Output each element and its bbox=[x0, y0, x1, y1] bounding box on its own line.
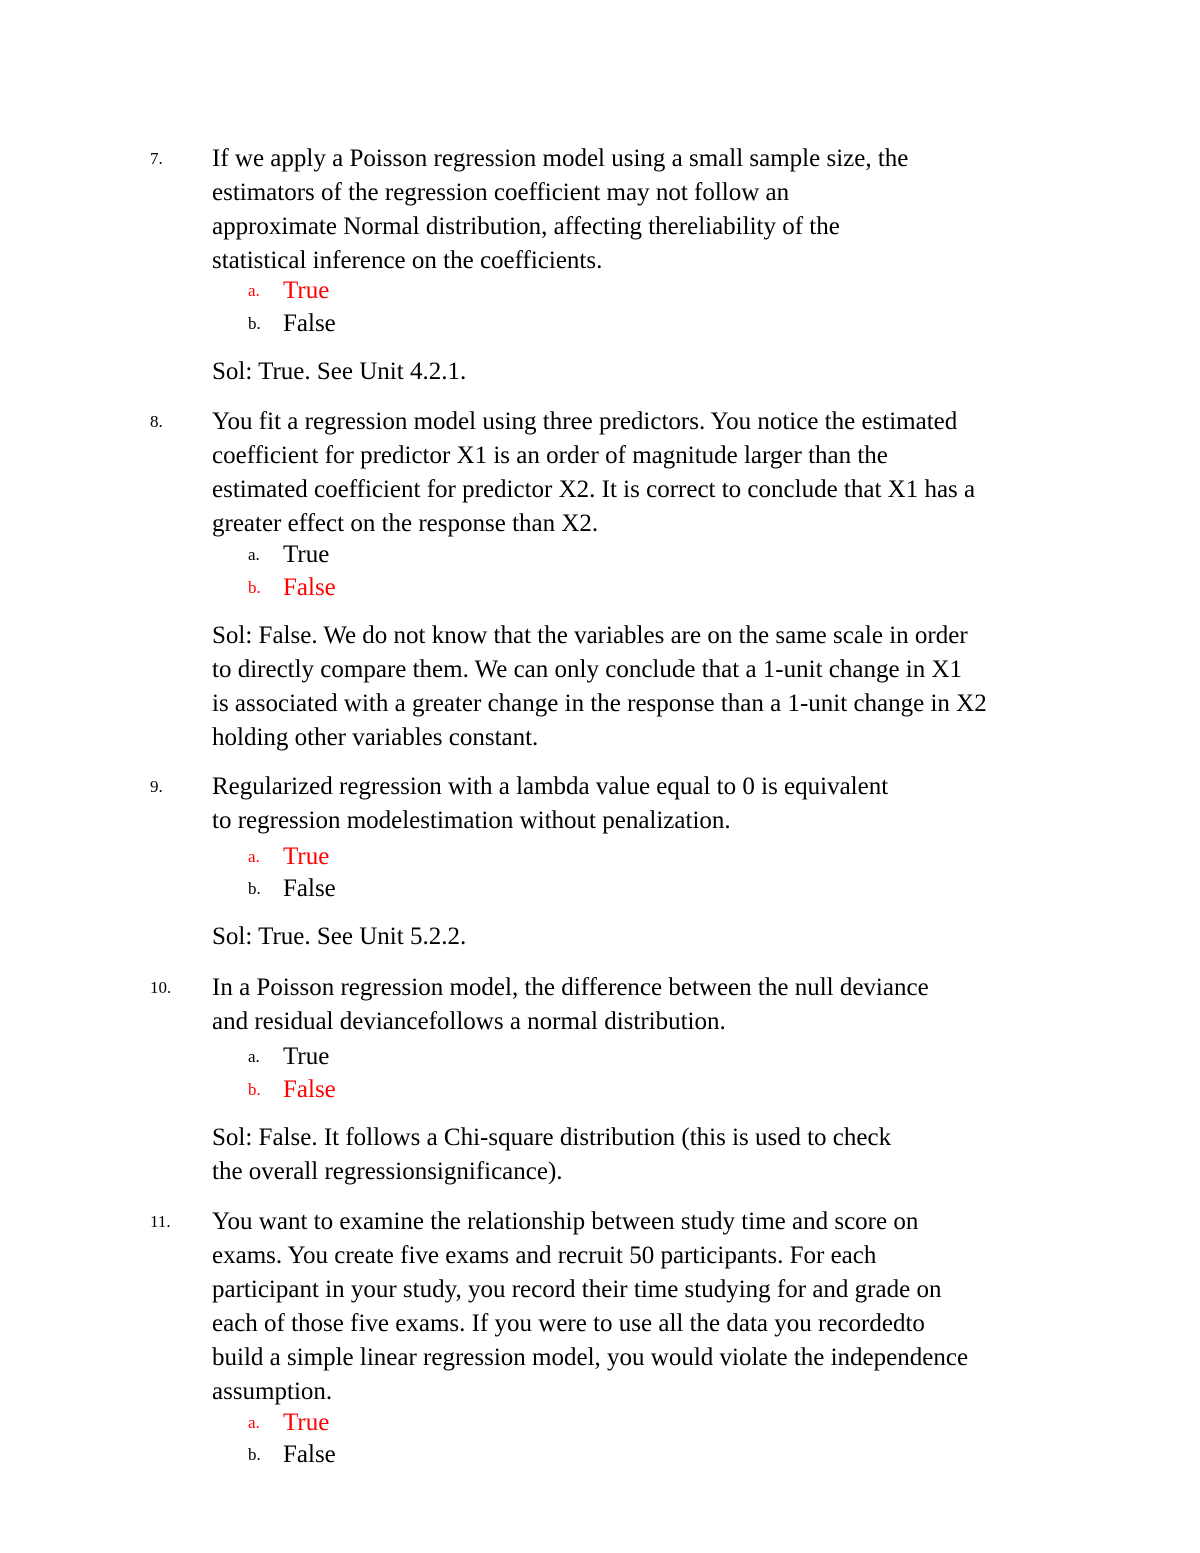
option-true-correct: True bbox=[283, 843, 330, 870]
question-text-line: If we apply a Poisson regression model using a small sample size, the bbox=[212, 145, 909, 172]
solution-line: is associated with a greater change in the response than a 1-unit change in X2 bbox=[212, 690, 987, 717]
question-text-line: In a Poisson regression model, the difference between the null deviance bbox=[212, 974, 929, 1001]
question-text-line: You want to examine the relationship between study time and score on bbox=[212, 1208, 919, 1235]
question-text-line: assumption. bbox=[212, 1378, 333, 1405]
question-text-line: exams. You create five exams and recruit 50 participants. For each bbox=[212, 1242, 877, 1269]
solution-line: Sol: True. See Unit 4.2.1. bbox=[212, 358, 467, 385]
question-text-line: estimators of the regression coefficient may not follow an bbox=[212, 179, 790, 206]
option-true: True bbox=[283, 1043, 330, 1070]
option-letter: a. bbox=[248, 847, 260, 866]
option-letter: b. bbox=[248, 1080, 261, 1099]
question-text-line: participant in your study, you record their time studying for and grade on bbox=[212, 1276, 942, 1303]
option-letter: b. bbox=[248, 879, 261, 898]
question-text-line: coefficient for predictor X1 is an order of magnitude larger than the bbox=[212, 442, 888, 469]
question-text-line: approximate Normal distribution, affecting thereliability of the bbox=[212, 213, 840, 240]
question-text-line: You fit a regression model using three predictors. You notice the estimated bbox=[212, 408, 958, 435]
question-text-line: greater effect on the response than X2. bbox=[212, 510, 599, 537]
option-true-correct: True bbox=[283, 277, 330, 304]
option-false: False bbox=[283, 310, 336, 337]
option-letter: b. bbox=[248, 314, 261, 333]
question-text-line: each of those five exams. If you were to use all the data you recordedto bbox=[212, 1310, 925, 1337]
option-false: False bbox=[283, 875, 336, 902]
solution-line: Sol: False. It follows a Chi-square distribution (this is used to check bbox=[212, 1124, 892, 1151]
solution-line: Sol: False. We do not know that the variables are on the same scale in order bbox=[212, 622, 968, 649]
question-number: 11. bbox=[150, 1212, 171, 1231]
solution-line: holding other variables constant. bbox=[212, 724, 539, 751]
option-letter: a. bbox=[248, 545, 260, 564]
option-letter: a. bbox=[248, 1413, 260, 1432]
question-number: 10. bbox=[150, 978, 172, 997]
question-text-line: statistical inference on the coefficients. bbox=[212, 247, 603, 274]
solution-line: to directly compare them. We can only conclude that a 1-unit change in X1 bbox=[212, 656, 963, 683]
option-letter: a. bbox=[248, 1047, 260, 1066]
question-text-line: build a simple linear regression model, you would violate the independence bbox=[212, 1344, 969, 1371]
option-letter: a. bbox=[248, 281, 260, 300]
option-letter: b. bbox=[248, 1445, 261, 1464]
solution-line: Sol: True. See Unit 5.2.2. bbox=[212, 923, 467, 950]
question-text-line: to regression modelestimation without penalization. bbox=[212, 807, 731, 834]
question-text-line: and residual deviancefollows a normal distribution. bbox=[212, 1008, 726, 1035]
option-false: False bbox=[283, 1441, 336, 1468]
option-true-correct: True bbox=[283, 1409, 330, 1436]
option-false-correct: False bbox=[283, 574, 336, 601]
question-number: 8. bbox=[150, 412, 163, 431]
question-number: 7. bbox=[150, 149, 163, 168]
option-false-correct: False bbox=[283, 1076, 336, 1103]
question-text-line: estimated coefficient for predictor X2. It is correct to conclude that X1 has a bbox=[212, 476, 976, 503]
question-text-line: Regularized regression with a lambda value equal to 0 is equivalent bbox=[212, 773, 889, 800]
option-letter: b. bbox=[248, 578, 261, 597]
option-true: True bbox=[283, 541, 330, 568]
solution-line: the overall regressionsignificance). bbox=[212, 1158, 563, 1185]
question-number: 9. bbox=[150, 777, 163, 796]
